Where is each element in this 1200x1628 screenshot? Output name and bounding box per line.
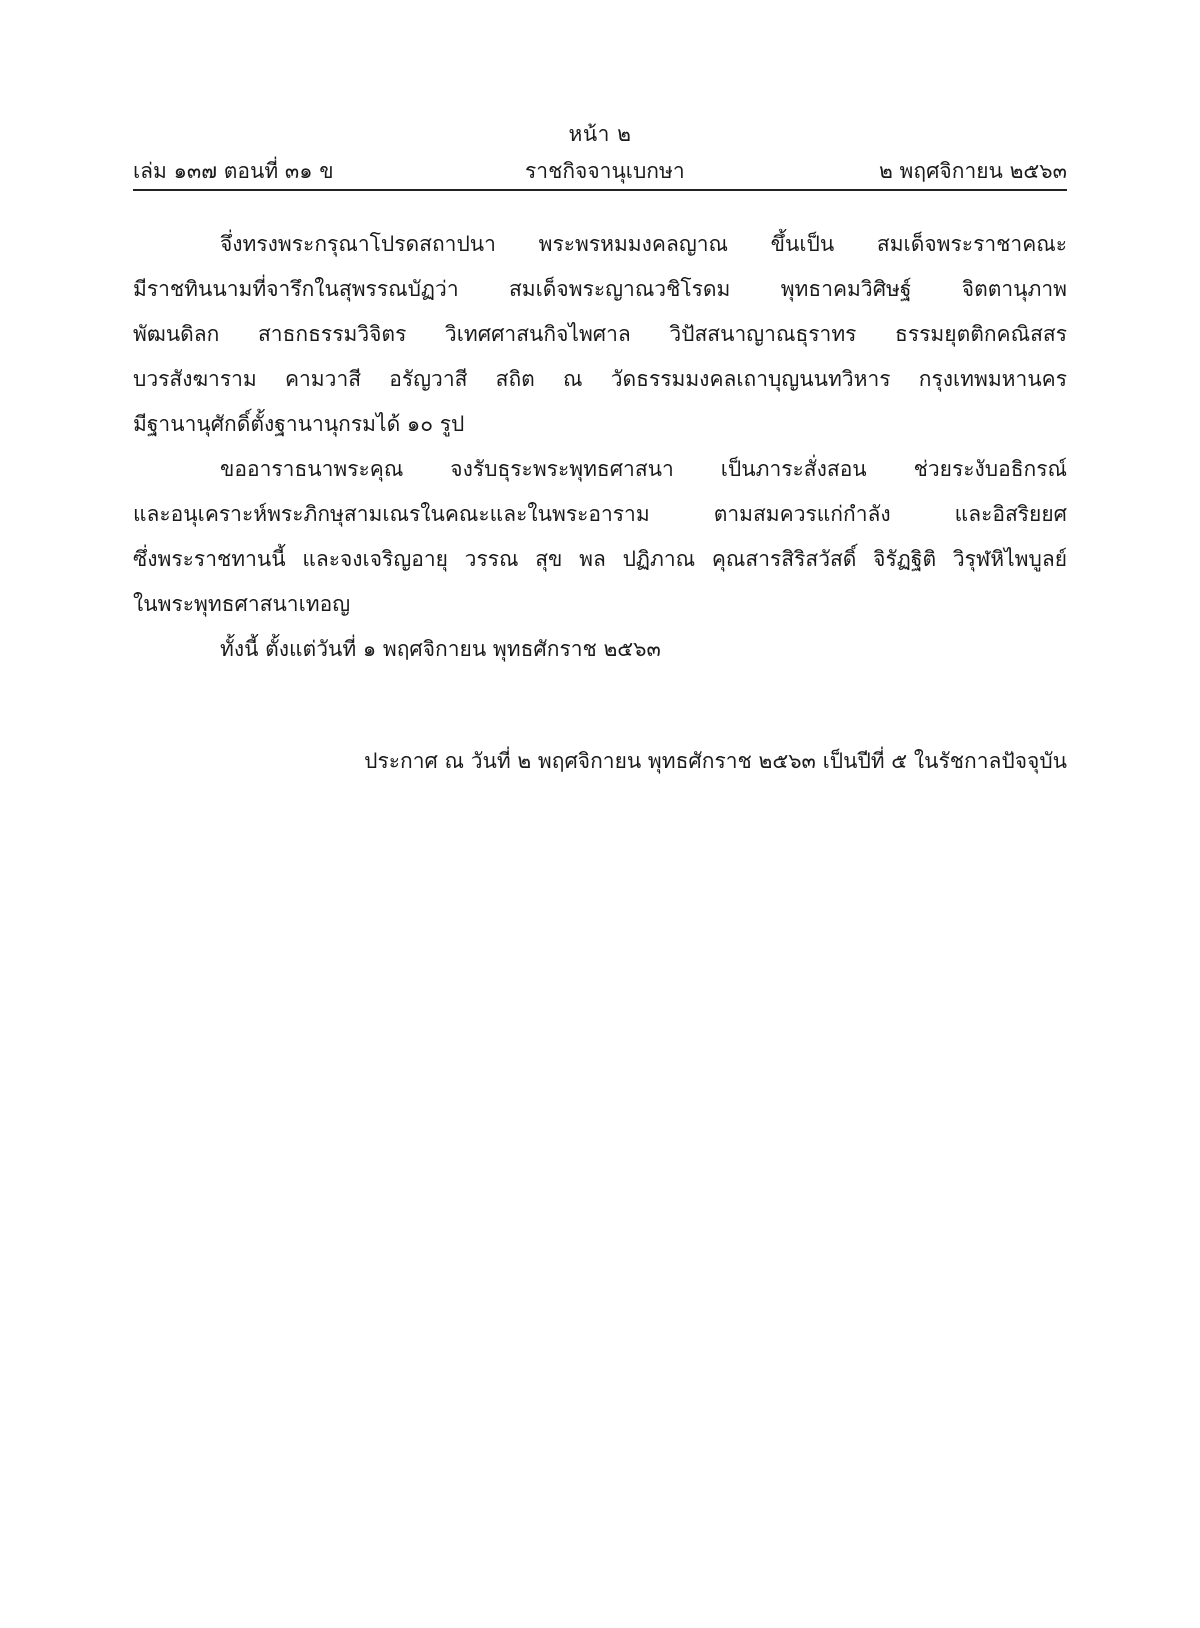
paragraph-line: จึ่งทรงพระกรุณาโปรดสถาปนา พระพรหมมงคลญาณ ขึ้นเป็น สมเด็จพระราชาคณะ	[220, 232, 1067, 256]
effective-date-paragraph	[133, 627, 1067, 672]
paragraph-line: และอนุเคราะห์พระภิกษุสามเณรในคณะและในพระอาราม ตามสมควรแก่กำลัง และอิสริยยศ	[133, 502, 1067, 526]
invitation-paragraph	[133, 447, 1067, 627]
paragraph-line: ในพระพุทธศาสนาเทอญ	[133, 592, 351, 616]
effective-date: ทั้งนี้ ตั้งแต่วันที่ ๑ พฤศจิกายน พุทธศักราช ๒๕๖๓	[220, 637, 661, 661]
paragraph-line: มีราชทินนามที่จารึกในสุพรรณบัฏว่า สมเด็จพระญาณวชิโรดม พุทธาคมวิศิษฐ์ จิตตานุภาพ	[133, 277, 1067, 301]
paragraph-line: ขออาราธนาพระคุณ จงรับธุระพระพุทธศาสนา เป็นภาระสั่งสอน ช่วยระงับอธิกรณ์	[220, 457, 1067, 481]
announcement-body	[133, 222, 1067, 672]
header-date: ๒ พฤศจิกายน ๒๕๖๓	[879, 159, 1067, 183]
paragraph-line: ซึ่งพระราชทานนี้ และจงเจริญอายุ วรรณ สุข พล ปฏิภาณ คุณสารสิริสวัสดิ์ จิรัฏฐิติ วิรุฬหิไพบูลย์	[133, 547, 1067, 571]
page-number: หน้า ๒	[568, 122, 632, 146]
paragraph-line: มีฐานานุศักดิ์ตั้งฐานานุกรมได้ ๑๐ รูป	[133, 412, 465, 436]
volume-issue: เล่ม ๑๓๗ ตอนที่ ๓๑ ข	[133, 159, 334, 183]
proclamation-date: ประกาศ ณ วันที่ ๒ พฤศจิกายน พุทธศักราช ๒๕๖๓ เป็นปีที่ ๕ ในรัชกาลปัจจุบัน	[364, 749, 1067, 773]
paragraph-line: พัฒนดิลก สาธกธรรมวิจิตร วิเทศศาสนกิจไพศาล วิปัสสนาญาณธุราทร ธรรมยุตติกคณิสสร	[133, 322, 1067, 346]
appointment-paragraph	[133, 222, 1067, 447]
paragraph-line: บวรสังฆาราม คามวาสี อรัญวาสี สถิต ณ วัดธรรมมงคลเถาบุญนนทวิหาร กรุงเทพมหานคร	[133, 367, 1067, 391]
gazette-header	[133, 155, 1067, 189]
header-divider	[133, 189, 1067, 191]
publication-name: ราชกิจจานุเบกษา	[525, 159, 685, 183]
